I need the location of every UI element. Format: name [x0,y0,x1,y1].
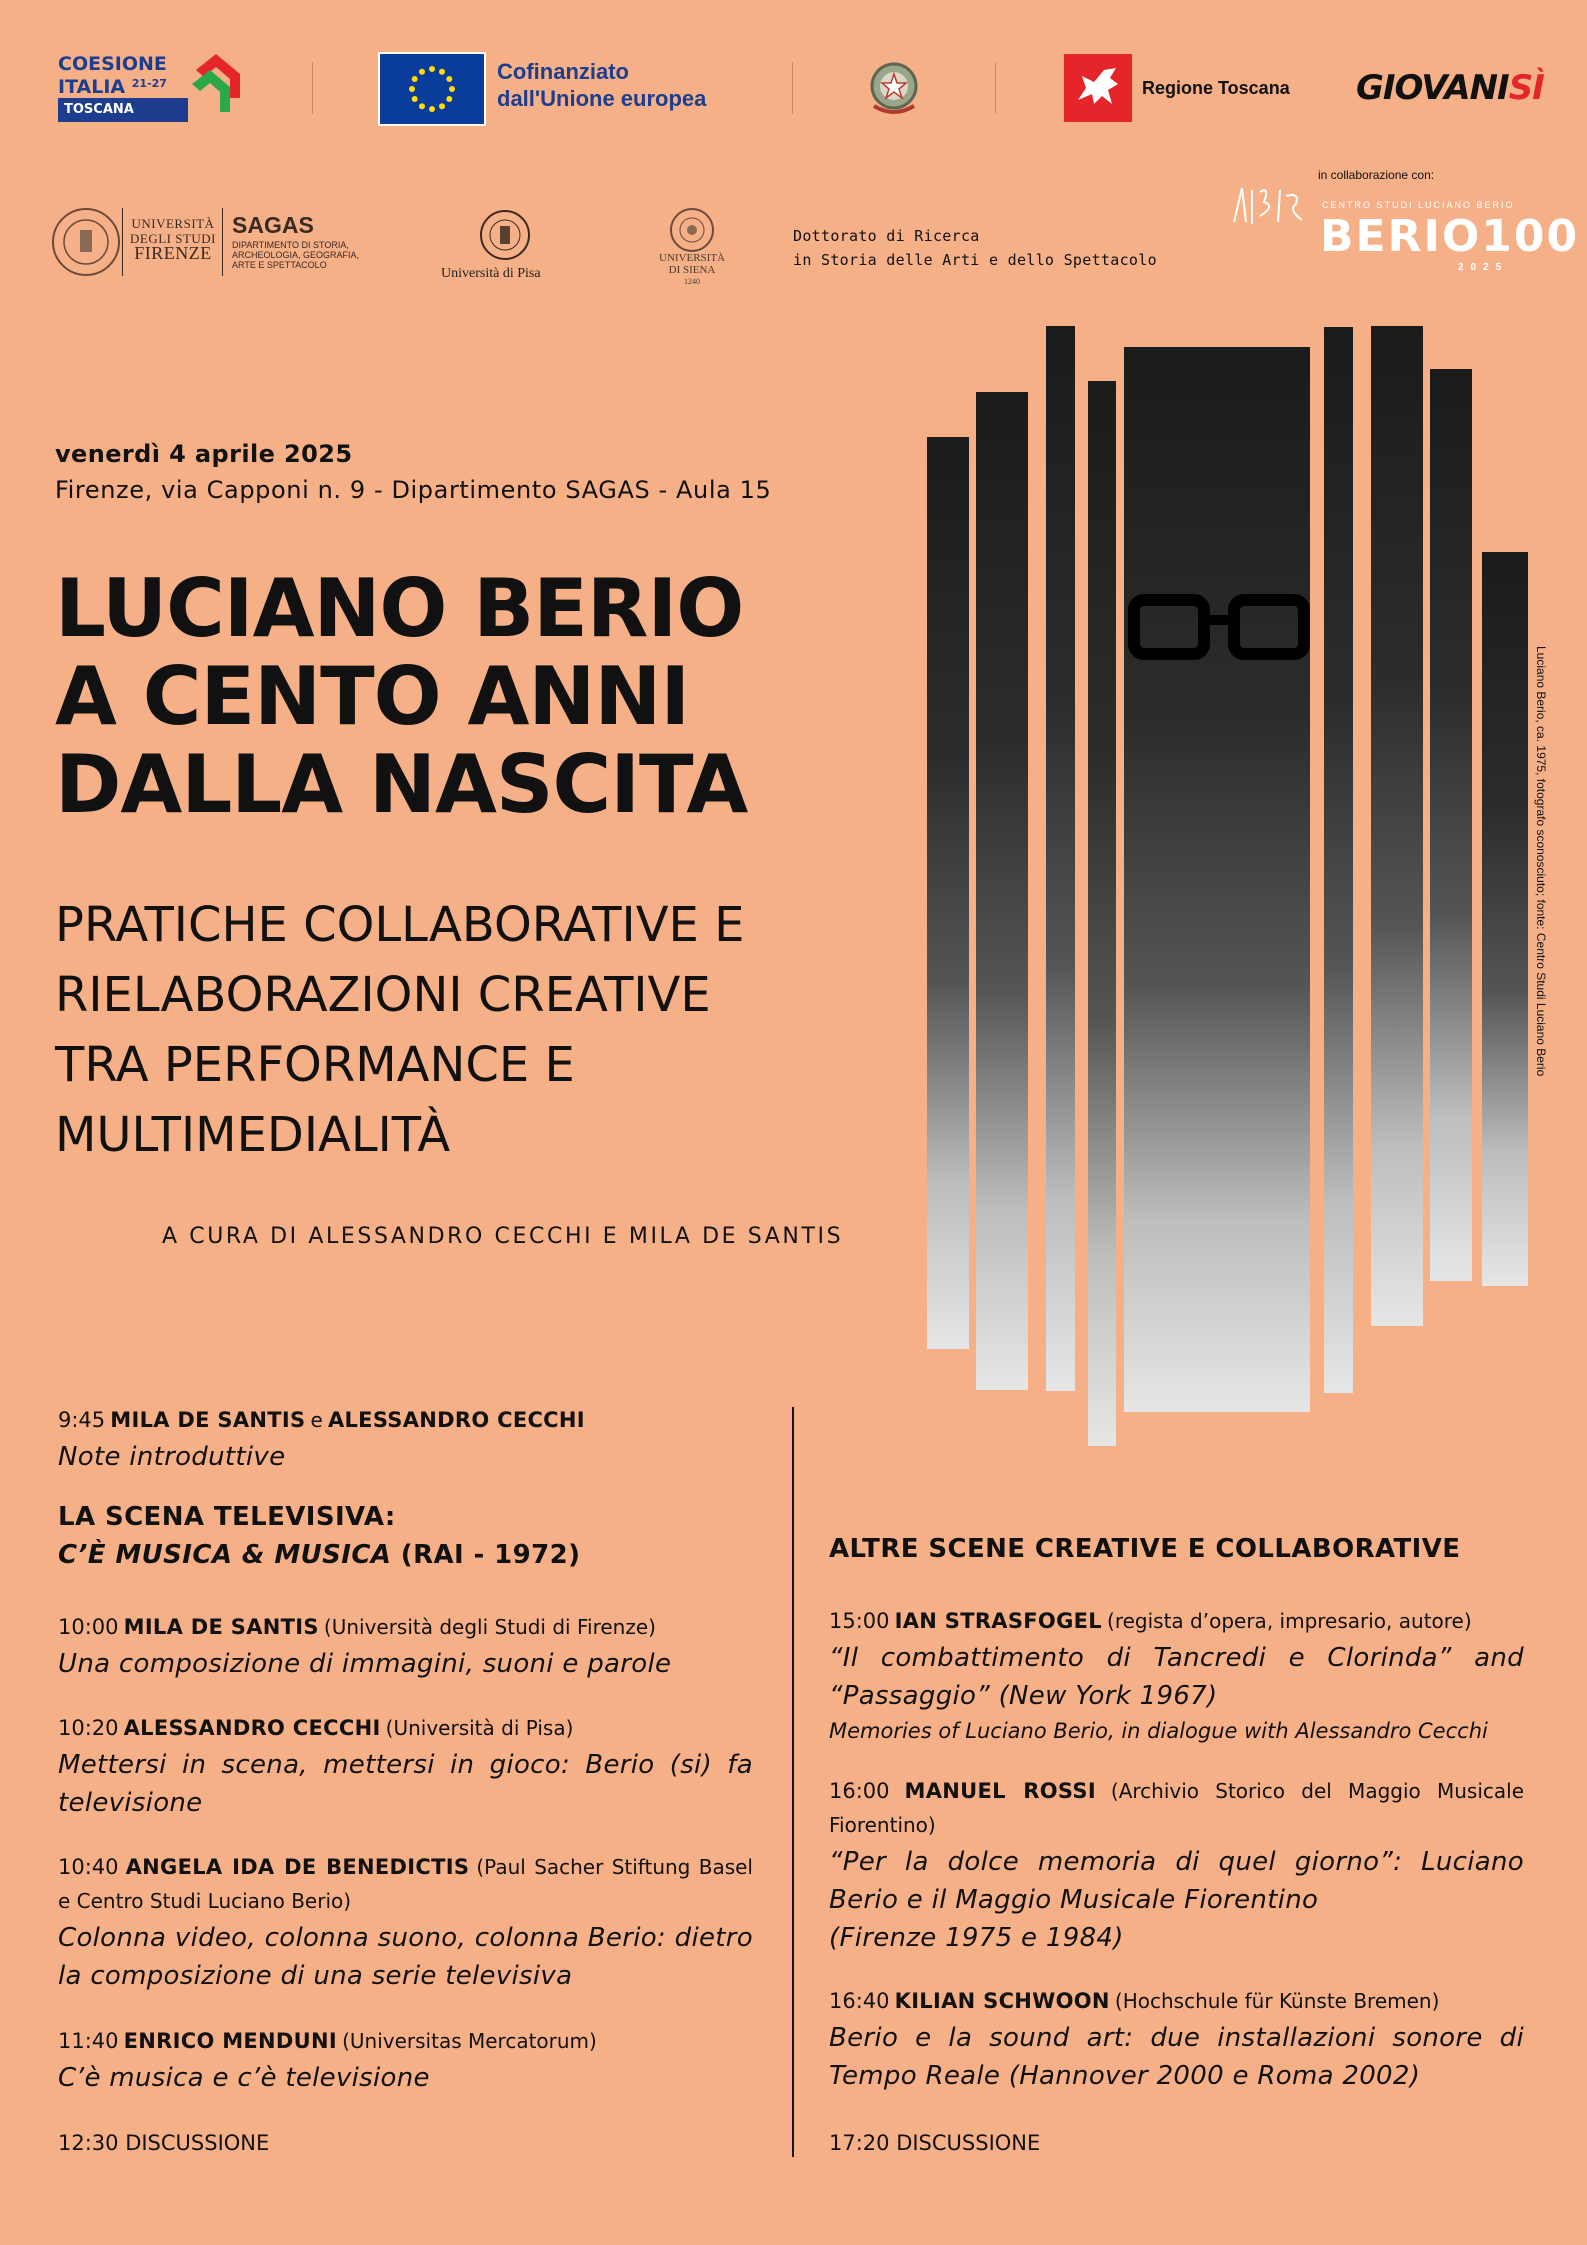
eu-cofinanced-text [497,58,706,112]
photo-stripe [1046,326,1075,1391]
discussion-item [829,2127,1524,2159]
talk-time: 10:40 [58,1855,119,1879]
dottorato-line2: in Storia delle Arti e dello Spettacolo [793,251,1157,269]
giovani-si-text: SÌ [1508,68,1544,108]
sagas-title: SAGAS [232,212,314,238]
talk-time: 11:40 [58,2029,119,2053]
talk-time: 15:00 [829,1609,890,1633]
unisi-line1: UNIVERSITÀ [659,252,725,264]
discussion-afternoon: 17:20 DISCUSSIONE [829,2131,1041,2155]
photo-stripe [1482,552,1528,1286]
event-date: venerdì 4 aprile 2025 [55,440,353,468]
talk-time: 16:00 [829,1779,890,1803]
eu-stars-icon [380,54,484,124]
section-altre [829,1530,1524,1568]
curated-by: A CURA DI ALESSANDRO CECCHI E MILA DE SANTIS [162,1224,844,1249]
collab-label: in collaborazione con: [1318,168,1435,182]
logo-divider [995,62,996,114]
eu-flag-logo [378,52,486,126]
talk-speaker: KILIAN SCHWOON [894,1989,1110,2013]
talk-affiliation: (Università degli Studi di Firenze) [323,1615,656,1639]
coesione-region: TOSCANA [58,98,188,122]
photo-stripe [976,392,1028,1390]
talk-speaker: MILA DE SANTIS [123,1615,319,1639]
photo-stripe [1088,381,1116,1446]
section-tv-line1: LA SCENA TELEVISIVA: [58,1502,396,1532]
talk-speaker: ANGELA IDA DE BENEDICTIS [125,1855,470,1879]
unifi-divider [222,208,223,276]
intro-time: 9:45 [58,1408,106,1432]
title-line1: LUCIANO BERIO [55,562,744,655]
talk-item [829,1985,1524,2095]
unisi-name [652,252,732,288]
photo-caption [1532,646,1550,1176]
talk-time: 16:40 [829,1989,890,2013]
photo-stripe [1430,369,1472,1281]
intro-item [58,1404,753,1476]
unisi-seal-icon [670,208,714,252]
talk-title: Una composizione di immagini, suoni e parole [58,1649,672,1679]
coesione-line2: ITALIA [58,76,126,98]
section-tv [58,1498,753,1574]
talk-affiliation: (regista d’opera, impresario, autore) [1107,1609,1472,1633]
talk-title: C’è musica e c’è televisione [58,2063,430,2093]
intro-speaker1: MILA DE SANTIS [110,1408,306,1432]
talk-affiliation: (Hochschule für Künste Bremen) [1114,1989,1440,2013]
talk-time: 10:00 [58,1615,119,1639]
title-line3: DALLA NASCITA [55,738,748,831]
talk-speaker: ENRICO MENDUNI [123,2029,337,2053]
talk-affiliation: (Università di Pisa) [385,1716,574,1740]
talk-affiliation: (Archivio Storico del Maggio Musicale Fiorentino) [829,1779,1525,1837]
discussion-item [58,2127,753,2159]
logo-divider [312,62,313,114]
unisi-line2: DI SIENA [668,264,716,276]
unipi-seal-icon [480,210,530,260]
berio100-year: 2025 [1458,262,1509,273]
talk-title: “Per la dolce memoria di quel giorno”: Luciano Berio e il Maggio Musicale Fiorentino [829,1847,1524,1915]
intro-and: e [310,1408,323,1432]
section-altre-title: ALTRE SCENE CREATIVE E COLLABORATIVE [829,1534,1461,1564]
photo-caption-text: Luciano Berio, ca. 1975, fotografo sconosciuto; fonte: Centro Studi Luciano Berio [1534,646,1548,1077]
berio-signature-icon [1230,182,1312,232]
talk-item [58,1851,753,1995]
talk-note: Memories of Luciano Berio, in dialogue with Alessandro Cecchi [829,1719,1488,1743]
giovani-text: GIOVANI [1356,68,1509,108]
photo-stripe [1324,327,1353,1393]
coesione-years: 21-27 [131,77,167,90]
talk-speaker: IAN STRASFOGEL [894,1609,1102,1633]
intro-speaker2: ALESSANDRO CECCHI [327,1408,585,1432]
unifi-seal-icon [52,208,120,276]
coesione-italia-logo [58,52,248,128]
unisi-line3: 1240 [684,277,700,286]
unifi-name [130,216,216,261]
event-venue: Firenze, via Capponi n. 9 - Dipartimento SAGAS - Aula 15 [55,476,772,504]
event-title [55,562,748,831]
talk-item [829,1775,1524,1957]
section-tv-italic: C’È MUSICA & MUSICA [58,1540,392,1570]
eu-line1: Cofinanziato [497,59,629,84]
subtitle-line1: PRATICHE COLLABORATIVE E [55,897,745,953]
glasses-shape [1124,560,1310,800]
talk-item [829,1605,1524,1747]
subtitle-line2: RIELABORAZIONI CREATIVE [55,967,711,1023]
berio-centro-studi: CENTRO STUDI LUCIANO BERIO [1322,200,1515,210]
dottorato-line1: Dottorato di Ricerca [793,227,980,245]
talk-title-2: (Firenze 1975 e 1984) [829,1923,1124,1953]
talk-title: Colonna video, colonna suono, colonna Berio: dietro la composizione di una serie televisiva [58,1923,753,1991]
talk-title: “Il combattimento di Tancredi e Clorinda” and “Passaggio” (New York 1967) [829,1643,1524,1711]
discussion-morning: 12:30 DISCUSSIONE [58,2131,270,2155]
talk-title: Berio e la sound art: due installazioni sonore di Tempo Reale (Hannover 2000 e Roma 2002) [829,2023,1524,2091]
subtitle-line4: MULTIMEDIALITÀ [55,1107,451,1163]
subtitle-line3: TRA PERFORMANCE E [55,1037,575,1093]
regione-toscana-logo [1064,54,1132,122]
intro-talk: Note introduttive [58,1442,286,1472]
berio100-logo: BERIO100 [1320,211,1580,262]
unifi-line2: DEGLI STUDI [130,231,217,246]
unipi-name: Università di Pisa [441,266,541,281]
talk-time: 10:20 [58,1716,119,1740]
unifi-line1: UNIVERSITÀ [131,216,215,231]
talk-item [58,1712,753,1822]
talk-speaker: MANUEL ROSSI [904,1779,1096,1803]
event-subtitle [55,890,744,1170]
title-line2: A CENTO ANNI [55,650,690,743]
pegasus-icon [1064,54,1132,122]
dottorato-text [793,224,1157,272]
italian-republic-emblem-icon [862,52,926,124]
talk-affiliation: (Universitas Mercatorum) [342,2029,597,2053]
section-tv-rest: (RAI - 1972) [400,1540,581,1570]
giovani-si-logo [1356,68,1544,108]
unifi-divider [122,208,123,276]
talk-speaker: ALESSANDRO CECCHI [123,1716,381,1740]
unifi-line3: FIRENZE [134,243,212,263]
regione-toscana-text: Regione Toscana [1142,78,1290,98]
talk-affiliation: (Paul Sacher Stiftung Basel e Centro Studi Luciano Berio) [58,1855,753,1913]
coesione-arrows-icon [186,52,250,122]
photo-stripe [1371,326,1423,1326]
talk-title: Mettersi in scena, mettersi in gioco: Berio (si) fa televisione [58,1750,753,1818]
photo-stripe [1124,347,1310,1412]
logo-divider [792,62,793,114]
sagas-subtitle: DIPARTIMENTO DI STORIA, ARCHEOLOGIA, GEOGRAFIA, ARTE E SPETTACOLO [232,240,360,270]
talk-item [58,2025,753,2097]
coesione-line1: COESIONE [58,53,167,75]
talk-item [58,1611,753,1683]
program-divider [792,1407,794,2157]
eu-line2: dall'Unione europea [497,86,707,111]
photo-stripe [927,437,969,1349]
